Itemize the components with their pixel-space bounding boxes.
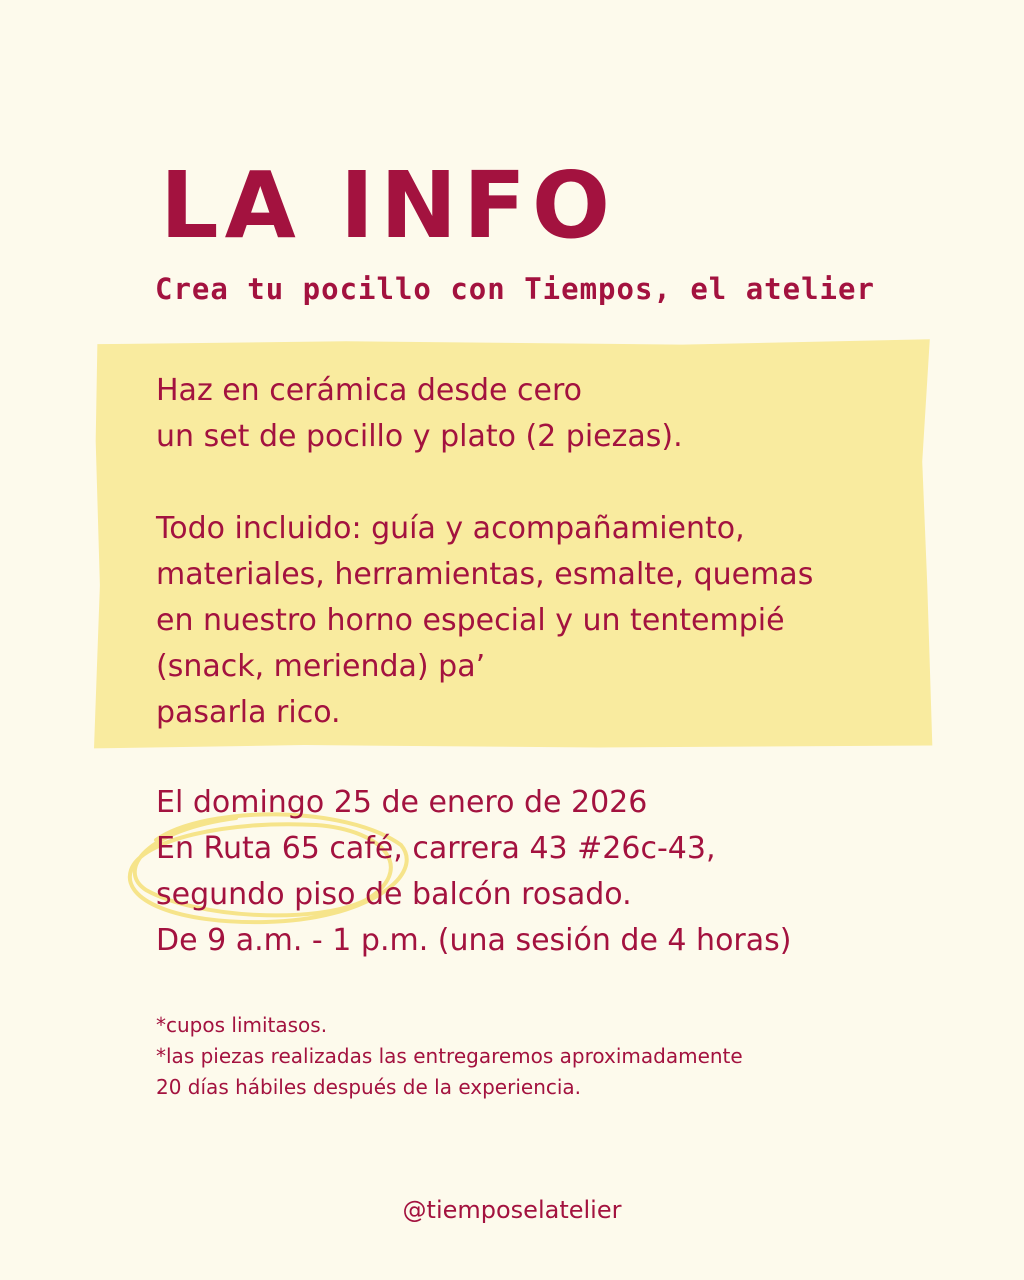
intro-paragraph [156,368,683,460]
page-subtitle: Crea tu pocillo con Tiempos, el atelier [155,272,875,306]
social-handle: @tiemposelatelier [402,1196,622,1224]
page-title: LA INFO [160,152,617,259]
included-line: (snack, merienda) pa’ [156,649,486,684]
event-location-detail: segundo piso de balcón rosado. [156,877,632,912]
included-line: en nuestro horno especial y un tentempié [156,603,785,638]
event-time: De 9 a.m. - 1 p.m. (una sesión de 4 horas) [156,923,792,958]
event-details [156,780,791,964]
footnotes [156,1010,743,1103]
intro-line: un set de pocillo y plato (2 piezas). [156,419,683,454]
included-line: materiales, herramientas, esmalte, quemas [156,557,814,592]
footnote: *las piezas realizadas las entregaremos aproximadamente [156,1044,743,1068]
included-line: pasarla rico. [156,695,341,730]
intro-line: Haz en cerámica desde cero [156,373,583,408]
footnote: 20 días hábiles después de la experiencia. [156,1075,582,1099]
event-location: En Ruta 65 café, carrera 43 #26c-43, [156,831,716,866]
included-line: Todo incluido: guía y acompañamiento, [156,511,745,546]
footnote: *cupos limitasos. [156,1013,328,1037]
event-date: El domingo 25 de enero de 2026 [156,785,648,820]
included-paragraph [156,506,813,736]
